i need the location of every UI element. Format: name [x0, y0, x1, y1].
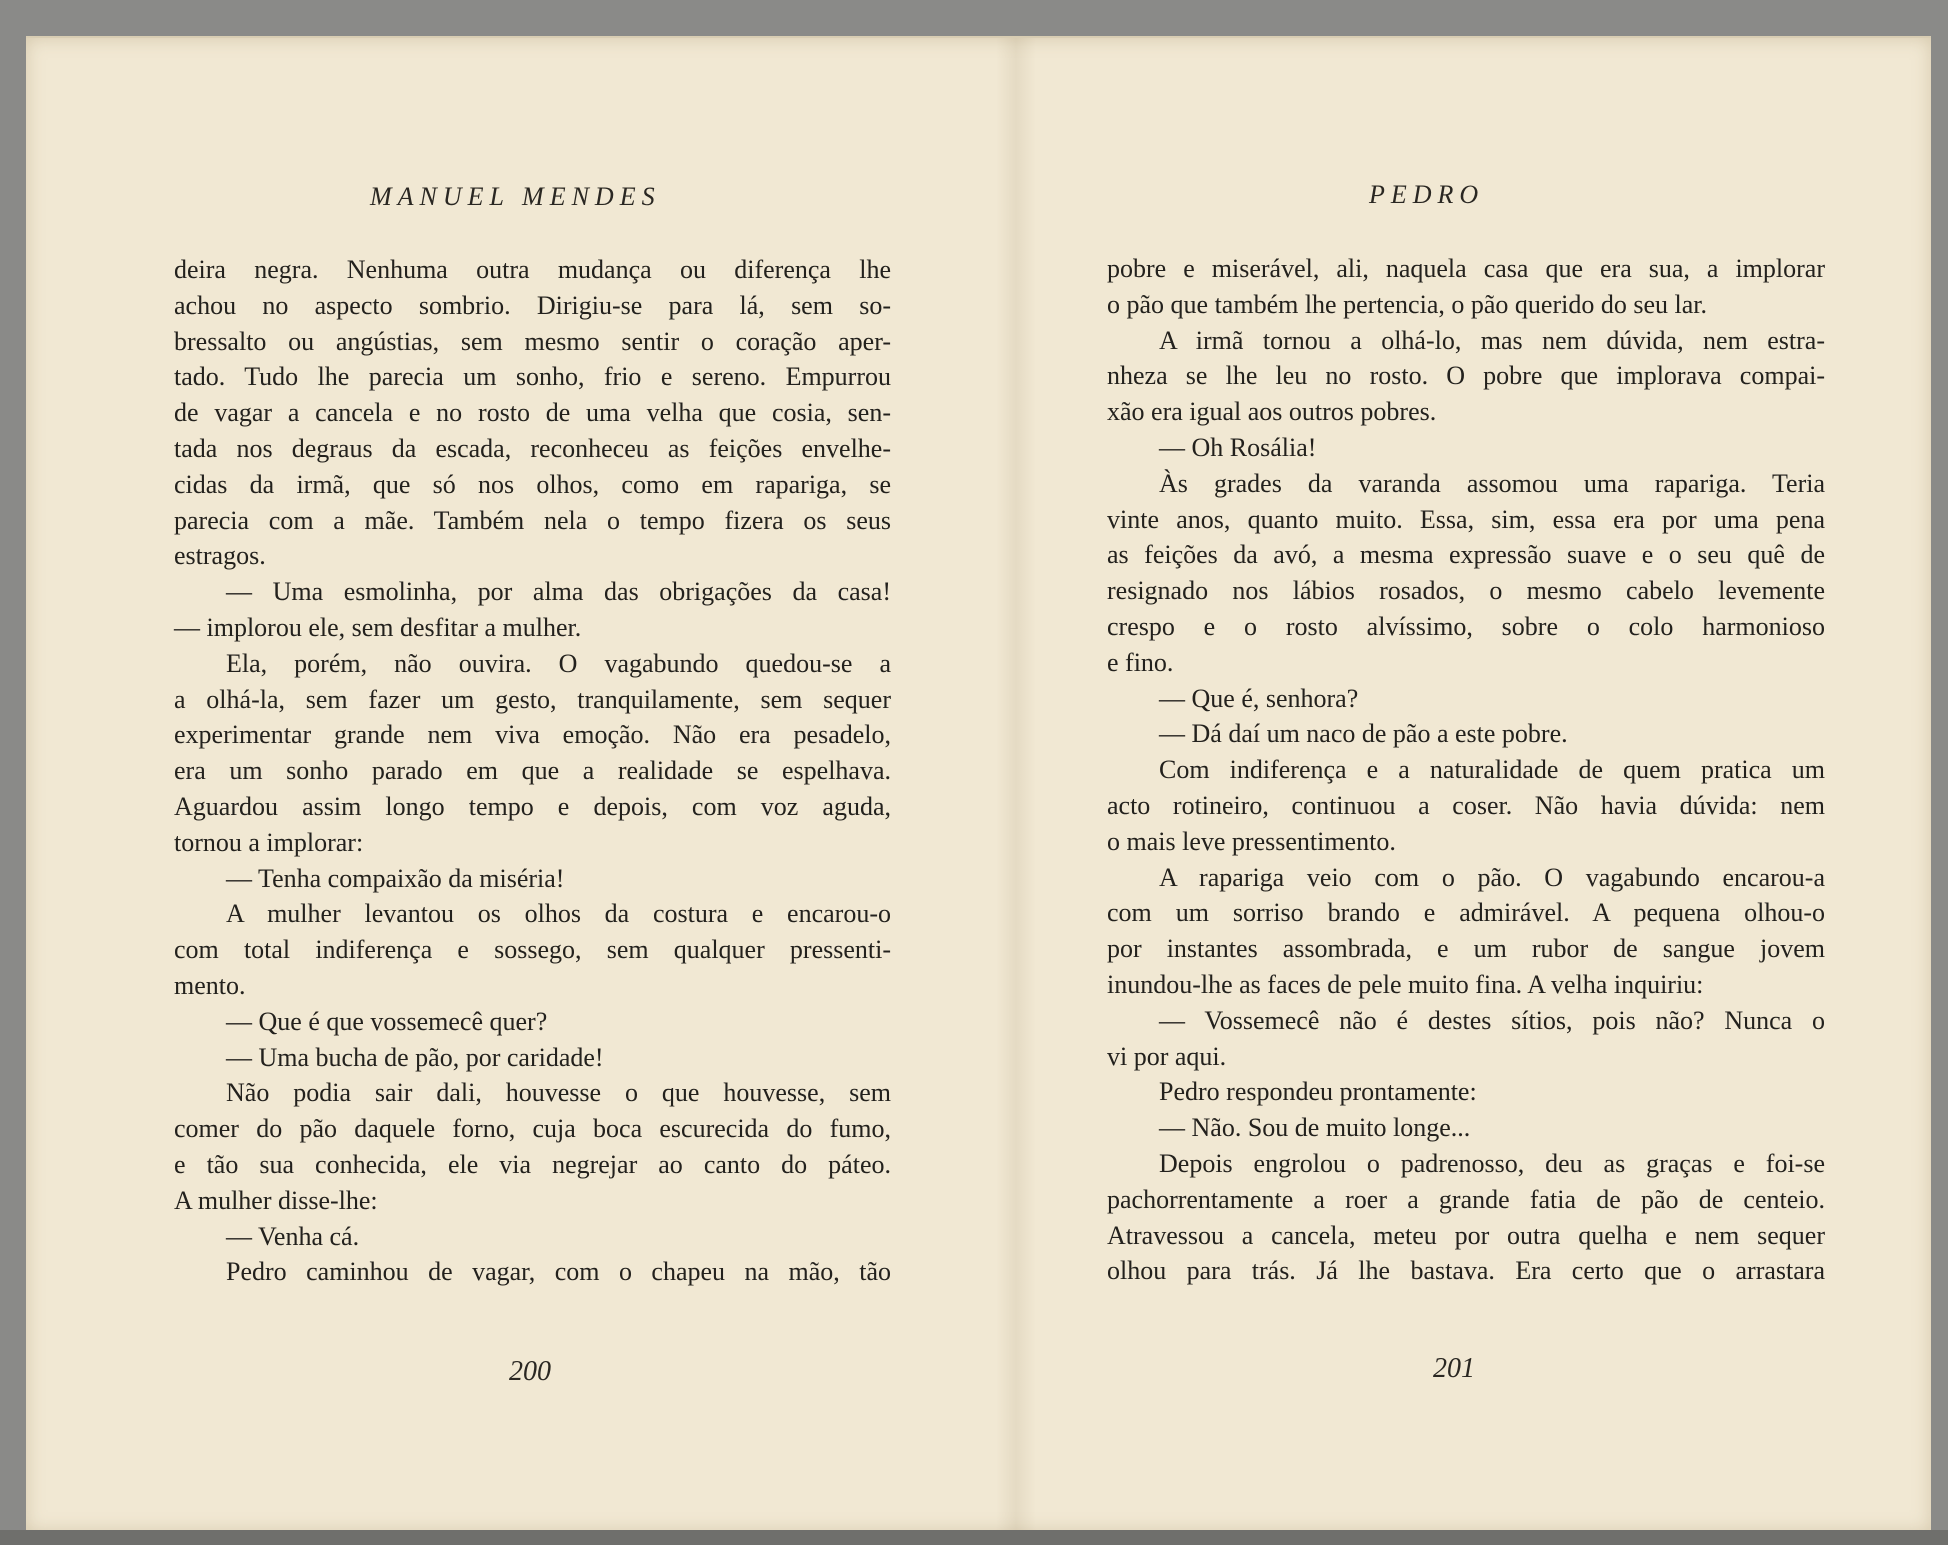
- text-line: — Venha cá.: [226, 1221, 360, 1251]
- text-line: cidas da irmã, que só nos olhos, como em rapariga, se: [174, 469, 891, 499]
- text-line: o mais leve pressentimento.: [1107, 826, 1396, 856]
- text-line: deira negra. Nenhuma outra mudança ou diferença lhe: [174, 255, 891, 284]
- text-line: tornou a implorar:: [174, 827, 364, 857]
- text-line: achou no aspecto sombrio. Dirigiu-se para lá, sem so-: [174, 290, 891, 320]
- page-number: 200: [509, 1356, 551, 1387]
- text-line: pobre e miserável, ali, naquela casa que era sua, a implorar: [1107, 254, 1825, 283]
- text-line: Aguardou assim longo tempo e depois, com voz aguda,: [174, 791, 891, 821]
- text-line: A mulher levantou os olhos da costura e encarou-o: [226, 899, 891, 929]
- text-line: a olhá-la, sem fazer um gesto, tranquilamente, sem sequer: [174, 684, 891, 714]
- text-line: A mulher disse-lhe:: [174, 1185, 378, 1215]
- text-line: estragos.: [174, 541, 266, 571]
- text-line: Ela, porém, não ouvira. O vagabundo quedou-se a: [226, 648, 891, 678]
- text-line: — Que é que vossemecê quer?: [226, 1006, 548, 1036]
- text-line: — Que é, senhora?: [1159, 683, 1359, 713]
- text-line: — implorou ele, sem desfitar a mulher.: [174, 612, 582, 642]
- right-page: [1021, 38, 1931, 1532]
- text-line: parecia com a mãe. Também nela o tempo fizera os seus: [174, 505, 891, 535]
- text-line: A rapariga veio com o pão. O vagabundo encarou-a: [1159, 862, 1825, 892]
- text-line: crespo e o rosto alvíssimo, sobre o colo harmonioso: [1107, 611, 1825, 641]
- text-line: resignado nos lábios rosados, o mesmo cabelo levemente: [1107, 576, 1825, 606]
- text-line: vinte anos, quanto muito. Essa, sim, essa era por uma pena: [1107, 504, 1825, 534]
- text-line: o pão que também lhe pertencia, o pão querido do seu lar.: [1107, 289, 1707, 319]
- left-page-text: [174, 252, 891, 1290]
- text-line: — Uma bucha de pão, por caridade!: [226, 1042, 604, 1072]
- text-line: por instantes assombrada, e um rubor de sangue jovem: [1107, 934, 1825, 964]
- running-head-title: PEDRO: [1369, 180, 1485, 209]
- open-book: [26, 36, 1931, 1532]
- text-line: de vagar a cancela e no rosto de uma velha que cosia, sen-: [174, 398, 891, 428]
- text-line: — Vossemecê não é destes sítios, pois não? Nunca o: [1159, 1005, 1825, 1035]
- text-line: tado. Tudo lhe parecia um sonho, frio e sereno. Empurrou: [174, 362, 891, 392]
- text-line: A irmã tornou a olhá-lo, mas nem dúvida, nem estra-: [1159, 325, 1825, 355]
- running-head-author: MANUEL MENDES: [370, 182, 661, 211]
- text-line: — Dá daí um naco de pão a este pobre.: [1159, 719, 1568, 749]
- text-line: — Uma esmolinha, por alma das obrigações da casa!: [226, 577, 891, 607]
- text-line: as feições da avó, a mesma expressão suave e o seu quê de: [1107, 540, 1825, 570]
- text-line: inundou-lhe as faces de pele muito fina. A velha inquiriu:: [1107, 969, 1704, 999]
- page-number: 201: [1433, 1353, 1475, 1384]
- text-line: Pedro respondeu prontamente:: [1159, 1077, 1477, 1107]
- text-line: olhou para trás. Já lhe bastava. Era certo que o arrastara: [1107, 1256, 1825, 1286]
- scan-background-strip: [0, 1530, 1948, 1545]
- text-line: — Tenha compaixão da miséria!: [226, 863, 565, 893]
- text-line: Depois engrolou o padrenosso, deu as graças e foi-se: [1159, 1148, 1825, 1178]
- text-line: Atravessou a cancela, meteu por outra quelha e nem sequer: [1107, 1220, 1825, 1250]
- text-line: nheza se lhe leu no rosto. O pobre que implorava compai-: [1107, 361, 1825, 391]
- text-line: era um sonho parado em que a realidade se espelhava.: [174, 756, 891, 786]
- text-line: — Não. Sou de muito longe...: [1159, 1113, 1471, 1143]
- text-line: xão era igual aos outros pobres.: [1107, 397, 1437, 427]
- text-line: experimentar grande nem viva emoção. Não era pesadelo,: [174, 720, 891, 750]
- right-page-text: [1107, 251, 1825, 1289]
- text-line: Às grades da varanda assomou uma rapariga. Teria: [1159, 468, 1825, 498]
- text-line: bressalto ou angústias, sem mesmo sentir o coração aper-: [174, 326, 891, 356]
- text-line: com total indiferença e sossego, sem qualquer pressenti-: [174, 935, 891, 965]
- text-line: comer do pão daquele forno, cuja boca escurecida do fumo,: [174, 1114, 891, 1144]
- text-line: pachorrentamente a roer a grande fatia de pão de centeio.: [1107, 1184, 1825, 1214]
- text-line: Com indiferença e a naturalidade de quem pratica um: [1159, 755, 1825, 785]
- text-line: e tão sua conhecida, ele via negrejar ao canto do páteo.: [174, 1149, 891, 1179]
- text-line: tada nos degraus da escada, reconheceu as feições envelhe-: [174, 433, 891, 463]
- left-page: [26, 38, 1001, 1532]
- text-line: e fino.: [1107, 647, 1174, 677]
- text-line: mento.: [174, 970, 246, 1000]
- text-line: vi por aqui.: [1107, 1041, 1227, 1071]
- text-line: — Oh Rosália!: [1159, 432, 1317, 462]
- text-line: com um sorriso brando e admirável. A pequena olhou-o: [1107, 898, 1825, 928]
- text-line: Não podia sair dali, houvesse o que houvesse, sem: [226, 1078, 891, 1108]
- text-line: acto rotineiro, continuou a coser. Não havia dúvida: nem: [1107, 790, 1825, 820]
- text-line: Pedro caminhou de vagar, com o chapeu na mão, tão: [226, 1257, 891, 1287]
